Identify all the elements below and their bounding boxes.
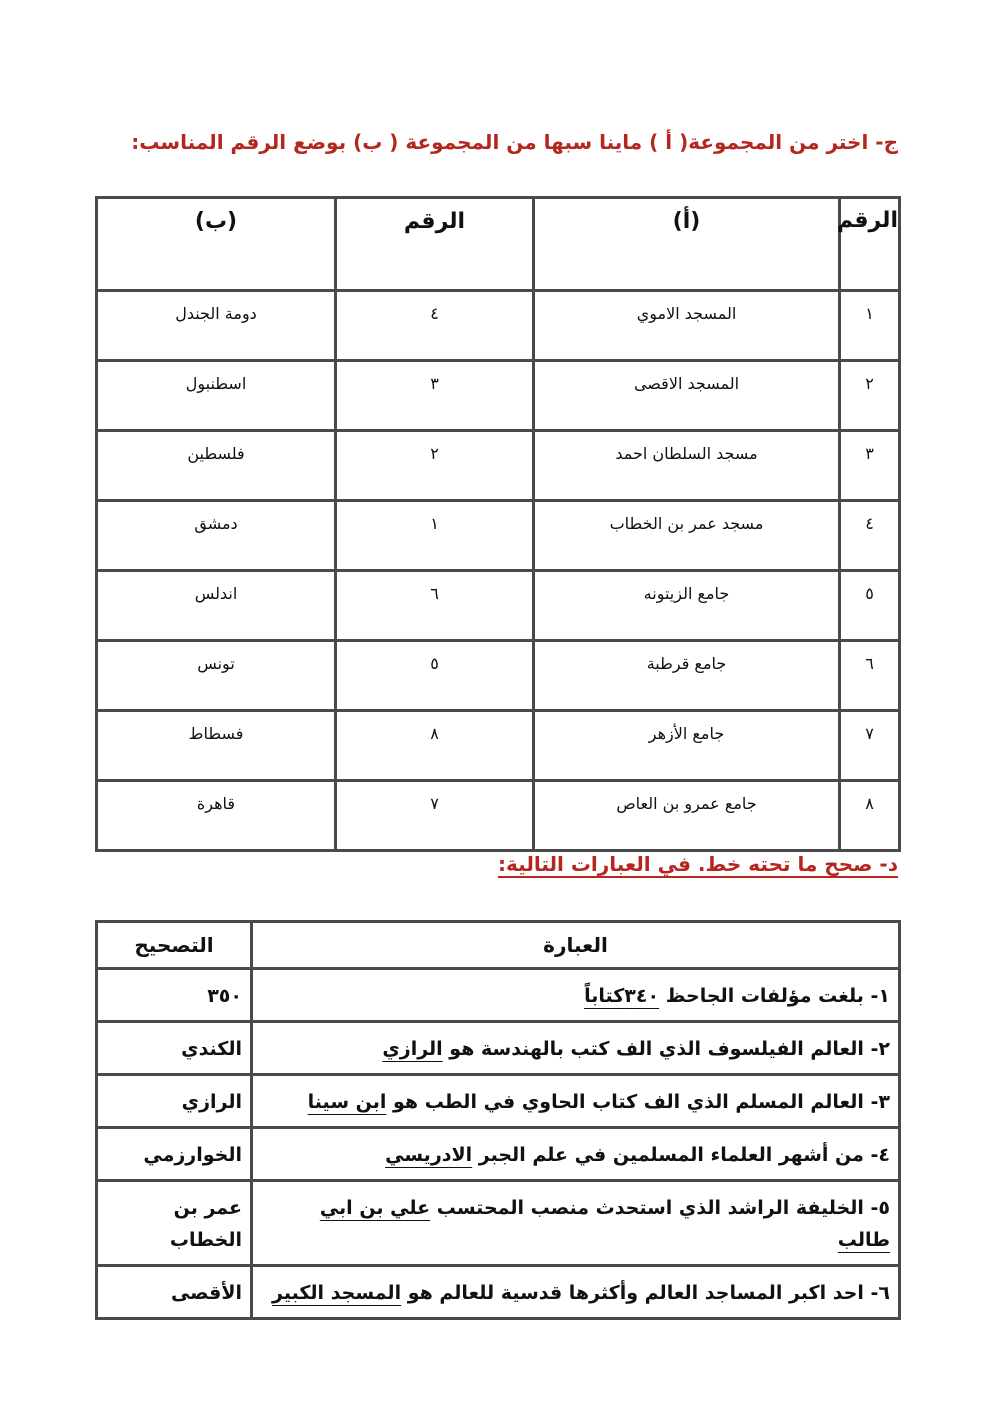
cell-number: ٦ <box>336 571 534 641</box>
header-correction: التصحيح <box>97 922 252 969</box>
underlined-text: علي بن ابي طالب <box>319 1197 890 1251</box>
cell-num: ١ <box>840 291 900 361</box>
header-a: (أ) <box>534 198 840 291</box>
statement-text: ٦- احد اكبر المساجد العالم وأكثرها قدسية للعالم هو <box>401 1282 890 1304</box>
correction-cell: ٣٥٠ <box>97 969 252 1022</box>
correction-cell: الكندي <box>97 1022 252 1075</box>
correction-cell: عمر بن الخطاب <box>97 1181 252 1266</box>
statement-text: ٣- العالم المسلم الذي الف كتاب الحاوي في الطب هو <box>386 1091 890 1113</box>
cell-b: اسطنبول <box>97 361 336 431</box>
cell-number: ٥ <box>336 641 534 711</box>
underlined-text: الرازي <box>382 1038 443 1060</box>
cell-a: المسجد الاموي <box>534 291 840 361</box>
table-row <box>97 501 900 571</box>
cell-num: ٤ <box>840 501 900 571</box>
cell-a: مسجد السلطان احمد <box>534 431 840 501</box>
table-row <box>97 711 900 781</box>
matching-table <box>95 196 901 852</box>
cell-num: ٢ <box>840 361 900 431</box>
correction-cell: الخوارزمي <box>97 1128 252 1181</box>
statement-text: ٥- الخليفة الراشد الذي استحدث منصب المحتسب <box>430 1197 890 1219</box>
header-num: الرقم <box>840 198 900 291</box>
cell-a: جامع قرطبة <box>534 641 840 711</box>
cell-b: فسطاط <box>97 711 336 781</box>
cell-a: مسجد عمر بن الخطاب <box>534 501 840 571</box>
underlined-text: ٣٤٠كتاباً <box>584 985 660 1007</box>
cell-b: قاهرة <box>97 781 336 851</box>
underlined-text: المسجد الكبير <box>272 1282 402 1304</box>
cell-a: المسجد الاقصى <box>534 361 840 431</box>
statement-cell <box>252 1181 900 1266</box>
statement-cell <box>252 1022 900 1075</box>
cell-number: ١ <box>336 501 534 571</box>
table-row <box>97 1075 900 1128</box>
table-row <box>97 1266 900 1319</box>
correction-table <box>95 920 901 1320</box>
table-row <box>97 641 900 711</box>
table-row <box>97 431 900 501</box>
cell-num: ٥ <box>840 571 900 641</box>
table-row <box>97 781 900 851</box>
cell-b: تونس <box>97 641 336 711</box>
table-row <box>97 571 900 641</box>
header-number: الرقم <box>336 198 534 291</box>
statement-cell <box>252 1075 900 1128</box>
underlined-text: الادريسي <box>385 1144 473 1166</box>
table-row <box>97 291 900 361</box>
cell-b: دومة الجندل <box>97 291 336 361</box>
cell-b: فلسطين <box>97 431 336 501</box>
cell-a: جامع الزيتونه <box>534 571 840 641</box>
cell-num: ٦ <box>840 641 900 711</box>
cell-b: اندلس <box>97 571 336 641</box>
cell-b: دمشق <box>97 501 336 571</box>
cell-num: ٣ <box>840 431 900 501</box>
cell-a: جامع عمرو بن العاص <box>534 781 840 851</box>
cell-num: ٧ <box>840 711 900 781</box>
statement-cell <box>252 1128 900 1181</box>
correction-cell: الرازي <box>97 1075 252 1128</box>
header-statement: العبارة <box>252 922 900 969</box>
table-row <box>97 969 900 1022</box>
section-d-title: د- صحح ما تحته خط. في العبارات التالية: <box>498 852 898 876</box>
underlined-text: ابن سينا <box>307 1091 387 1113</box>
cell-number: ٣ <box>336 361 534 431</box>
table-row <box>97 1022 900 1075</box>
correction-cell: الأقصى <box>97 1266 252 1319</box>
cell-number: ٢ <box>336 431 534 501</box>
statement-text: ٤- من أشهر العلماء المسلمين في علم الجبر <box>472 1144 890 1166</box>
cell-number: ٨ <box>336 711 534 781</box>
section-c-title: ج- اختر من المجموعة( أ ) ماينا سبها من المجموعة ( ب) بوضع الرقم المناسب: <box>131 130 898 154</box>
statement-text: ٢- العالم الفيلسوف الذي الف كتب بالهندسة هو <box>442 1038 890 1060</box>
statement-text: ١- بلغت مؤلفات الجاحظ <box>659 985 890 1007</box>
header-b: (ب) <box>97 198 336 291</box>
statement-cell <box>252 969 900 1022</box>
statement-cell <box>252 1266 900 1319</box>
cell-a: جامع الأزهر <box>534 711 840 781</box>
table-row <box>97 1181 900 1266</box>
cell-number: ٧ <box>336 781 534 851</box>
cell-num: ٨ <box>840 781 900 851</box>
table-row <box>97 1128 900 1181</box>
cell-number: ٤ <box>336 291 534 361</box>
table-row <box>97 361 900 431</box>
